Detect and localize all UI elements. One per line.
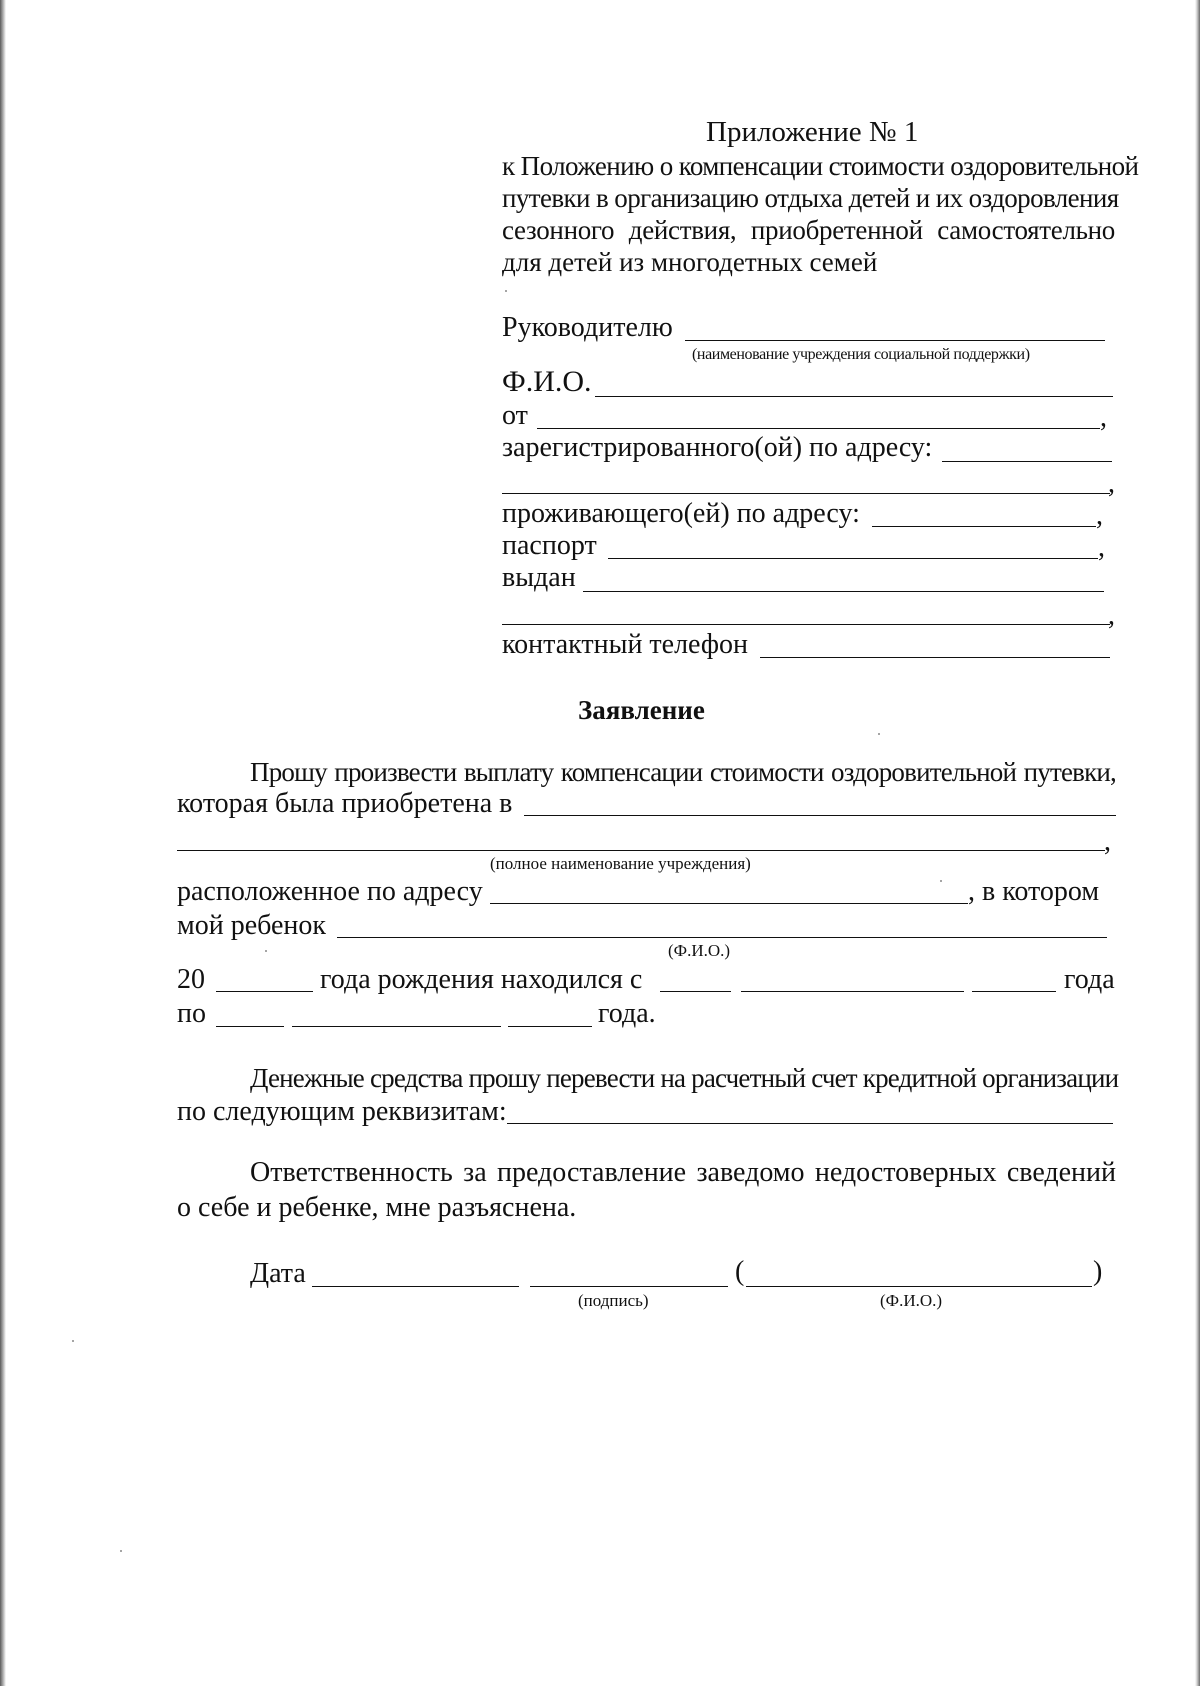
child-label: мой ребенок xyxy=(177,910,327,941)
from-field[interactable] xyxy=(537,428,1100,429)
scan-speck xyxy=(265,950,267,952)
statement-line: Прошу произвести выплату компенсации стоимости оздоровительной путевки, xyxy=(250,757,1116,787)
located-field[interactable] xyxy=(490,903,968,904)
comma: , xyxy=(1096,500,1103,531)
fio-caption: (Ф.И.О.) xyxy=(880,1291,943,1310)
scan-edge-right xyxy=(1195,0,1200,1686)
year-word-end: года. xyxy=(598,998,656,1029)
passport-field[interactable] xyxy=(608,558,1098,559)
date-label: Дата xyxy=(250,1258,306,1289)
head-field[interactable] xyxy=(685,340,1105,341)
registered-label: зарегистрированного(ой) по адресу: xyxy=(502,432,933,463)
fio-field[interactable] xyxy=(595,396,1113,397)
purchased-label: которая была приобретена в xyxy=(177,788,513,819)
registered-field-line2[interactable] xyxy=(502,493,1110,494)
passport-label: паспорт xyxy=(502,530,597,561)
phone-field[interactable] xyxy=(760,657,1110,658)
living-field[interactable] xyxy=(872,526,1096,527)
issued-field-line2[interactable] xyxy=(502,624,1110,625)
to-day-field[interactable] xyxy=(216,1026,284,1027)
fio-label: Ф.И.О. xyxy=(502,365,592,398)
statement-line: Денежные средства прошу перевести на расчетный счет кредитной организации xyxy=(250,1063,1119,1093)
scan-speck xyxy=(505,290,507,292)
scan-speck xyxy=(878,733,880,735)
from-day-field[interactable] xyxy=(660,991,731,992)
scan-speck xyxy=(940,880,942,882)
appendix-line: сезонного действия, приобретенной самостоятельно xyxy=(502,215,1115,245)
paren-open: ( xyxy=(735,1256,745,1287)
issued-field[interactable] xyxy=(583,591,1104,592)
birth-stayed-text: года рождения находился с xyxy=(320,964,643,995)
scan-speck xyxy=(120,1550,122,1552)
birth-year-field[interactable] xyxy=(216,991,313,992)
from-month-field[interactable] xyxy=(741,991,964,992)
appendix-line: для детей из многодетных семей xyxy=(502,247,878,277)
head-caption: (наименование учреждения социальной поддержки) xyxy=(692,346,1030,363)
statement-heading: Заявление xyxy=(578,695,705,725)
requisites-label: по следующим реквизитам: xyxy=(177,1096,507,1127)
fio-signature-field[interactable] xyxy=(746,1286,1092,1287)
signature-caption: (подпись) xyxy=(578,1291,649,1310)
comma: , xyxy=(1100,402,1107,433)
purchased-field[interactable] xyxy=(524,815,1116,816)
located-label: расположенное по адресу xyxy=(177,876,483,907)
to-month-field[interactable] xyxy=(292,1026,501,1027)
child-caption: (Ф.И.О.) xyxy=(668,941,731,960)
comma: , xyxy=(1104,826,1111,857)
signature-field[interactable] xyxy=(530,1286,728,1287)
date-field[interactable] xyxy=(312,1286,519,1287)
head-label: Руководителю xyxy=(502,312,673,343)
scan-speck xyxy=(72,1340,74,1342)
comma: , xyxy=(1108,600,1115,631)
comma: , xyxy=(1108,468,1115,499)
scan-edge-left xyxy=(0,0,6,1686)
appendix-title: Приложение № 1 xyxy=(706,116,919,148)
from-label: от xyxy=(502,400,528,431)
child-field[interactable] xyxy=(337,937,1107,938)
requisites-field[interactable] xyxy=(507,1123,1113,1124)
year-prefix: 20 xyxy=(177,964,205,995)
appendix-line: к Положению о компенсации стоимости оздоровительной xyxy=(502,151,1139,181)
institution-caption: (полное наименование учреждения) xyxy=(490,854,751,873)
comma: , xyxy=(1098,532,1105,563)
statement-line: о себе и ребенке, мне разъяснена. xyxy=(177,1192,577,1223)
statement-line: Ответственность за предоставление заведомо недостоверных сведений xyxy=(250,1157,1116,1188)
purchased-field-line2[interactable] xyxy=(177,850,1105,851)
living-label: проживающего(ей) по адресу: xyxy=(502,498,860,529)
to-label: по xyxy=(177,998,206,1029)
issued-label: выдан xyxy=(502,562,576,593)
to-year-field[interactable] xyxy=(508,1026,592,1027)
located-suffix: , в котором xyxy=(968,876,1100,907)
paren-close: ) xyxy=(1093,1256,1103,1287)
appendix-line: путевки в организацию отдыха детей и их оздоровления xyxy=(502,183,1119,213)
phone-label: контактный телефон xyxy=(502,629,748,660)
from-year-field[interactable] xyxy=(972,991,1056,992)
registered-field[interactable] xyxy=(942,461,1112,462)
year-word: года xyxy=(1064,964,1115,995)
